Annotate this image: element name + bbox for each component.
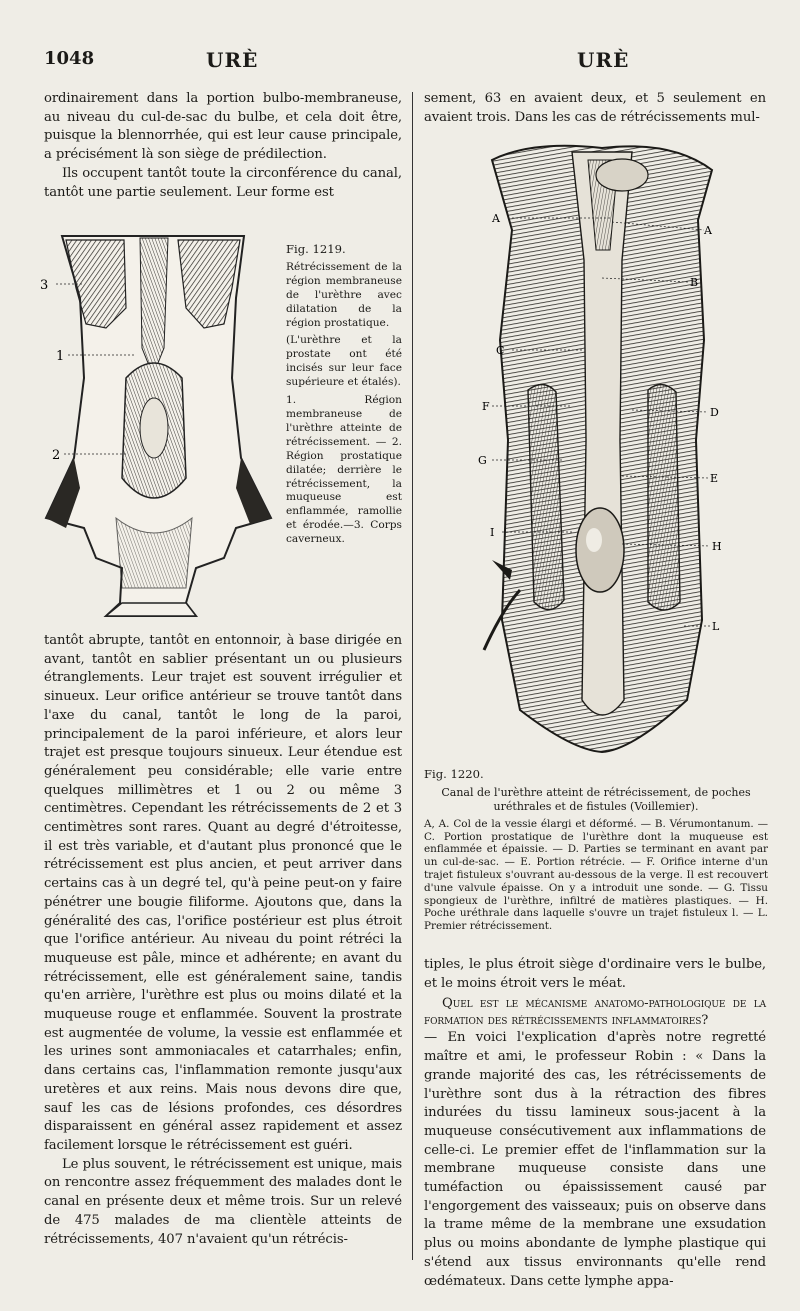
- paragraph-4: Le plus souvent, le rétrécissement est unique, mais on rencontre assez fréquemment des malades dont le canal en présente deux et même trois. Sur un relevé de 475 malades de ma clientèle atteints de rétrécissements, 407 n'avaient qu'un rétrécis-: [44, 1156, 402, 1247]
- section-heading: Quel est le mécanisme anatomo-pathologique de la formation des rétrécissements inflammatoires?: [424, 996, 766, 1029]
- fig1220-label-i: I: [490, 526, 495, 539]
- fig1219-label-1: 1: [56, 349, 65, 364]
- fig1220-number: Fig. 1220.: [424, 767, 484, 781]
- fig1220-label-g: G: [478, 454, 487, 467]
- fig1220-legend: A, A. Col de la vessie élargi et déformé. — B. Vérumontanum. — C. Portion prostatique de l'urèthre dont la muqueuse est enflammée et épaissie. — D. Parties se terminant en avant par un cul-de-sac. — E. Portion rétrécie. — F. Orifice interne d'un trajet fistuleux s'ouvrant au-dessous de la verge. Il est recouvert d'une valvule épaisse. On y a introduit une sonde. — G. Tissu spongieux de l'urèthre, infiltré de matières plastiques. — H. Poche uréthrale dans laquelle s'ouvre un trajet fistuleux l. — L. Premier rétrécissement.: [424, 817, 768, 933]
- fig1220-title: Canal de l'urèthre atteint de rétrécissement, de poches uréthrales et de fistules (Voillemier).: [441, 785, 751, 813]
- fig1220-label-f: F: [482, 400, 490, 413]
- fig1220-label-l: L: [712, 620, 720, 633]
- left-column-top: [44, 90, 402, 202]
- fig1220-label-h: H: [712, 540, 722, 553]
- paragraph-1: ordinairement dans la portion bulbo-membraneuse, au niveau du cul-de-sac du bulbe, et cela doit être, puisque la blennorrhée, qui est leur cause principale, a précisément là son siège de prédilection.: [44, 91, 402, 163]
- fig1219-note: (L'urèthre et la prostate ont été incisés sur leur face supérieure et étalés).: [286, 334, 402, 389]
- fig1219-number: Fig. 1219.: [286, 242, 346, 256]
- fig1220-label-a-right: A: [704, 224, 712, 237]
- fig1219-label-2: 2: [52, 448, 61, 463]
- fig1219-label-3: 3: [40, 278, 49, 293]
- figure-1219-illustration: [36, 228, 282, 624]
- right-column-bottom: [424, 956, 766, 1291]
- paragraph-3: tantôt abrupte, tantôt en entonnoir, à base dirigée en avant, tantôt en sablier présentant un ou plusieurs étranglements. Leur trajet est souvent irrégulier et sinueux. Leur orifice antérieur se trouve tantôt dans l'axe du canal, tantôt le long de la paroi, principalement de la paroi inférieure, et alors leur trajet est presque toujours sinueux. Leur étendue est généralement peu considérable; elle varie entre quelques millimètres et 1 ou 2 ou même 3 centimètres. Cependant les rétrécissements de 2 et 3 centimètres sont rares. Quant au degré d'étroitesse, il est très variable, et d'autant plus prononcé que le rétrécissement est plus ancien, et peut arriver dans certains cas à un degré tel, qu'à peine peut-on y faire pénétrer une bougie filiforme. Ajoutons que, dans la généralité des cas, l'orifice postérieur est plus étroit que l'orifice antérieur. Au niveau du point rétréci la muqueuse est pâle, mince et adhérente; en avant du rétrécissement, elle est généralement saine, tandis qu'en arrière, l'urèthre est plus ou moins dilaté et la muqueuse rouge et enflammée. Souvent la prostrate est augmentée de volume, la vessie est enflammée et les urines sont ammoniacales et catarrhales; enfin, dans certains cas, l'inflammation remonte jusqu'aux uretères et aux reins. Mais nous devons dire que, sauf les cas de lésions profondes, ces désordres disparaissent en général assez rapidement et assez facilement lorsque le rétrécissement est guéri.: [44, 633, 402, 1153]
- fig1220-label-e: E: [710, 472, 719, 485]
- column-rule: [412, 92, 413, 1260]
- figure-1220-illustration: [472, 140, 734, 758]
- fig1219-legend: 1. Région membraneuse de l'urèthre atteinte de rétrécissement. — 2. Région prostatique dilatée; derrière le rétrécissement, la muqueuse est enflammée, ramollie et érodée.—3. Corps caverneux.: [286, 394, 402, 546]
- running-head-right: URÈ: [577, 48, 630, 72]
- right-column-top: [424, 90, 766, 127]
- running-head-left: URÈ: [206, 48, 259, 72]
- fig1220-label-c: C: [496, 344, 505, 357]
- left-column-bottom: [44, 632, 402, 1249]
- paragraph-right-2: — En voici l'explication d'après notre regretté maître et ami, le professeur Robin : « Dans la grande majorité des cas, les rétrécissements de l'urèthre sont dus à la rétraction des fibres indurées du tissu lamineux sous-jacent à la muqueuse consécutivement aux inflammations de celle-ci. Le premier effet de l'inflammation sur la membrane muqueuse consiste dans une tuméfaction ou épaississement causé par l'engorgement des vaisseaux; puis on observe dans la trame même de la membrane une exsudation plus ou moins abondante de lymphe plastique qui s'étend aux tissus environnants qu'elle rend œdémateux. Dans cette lymphe appa-: [424, 1030, 766, 1289]
- paragraph-right-top: sement, 63 en avaient deux, et 5 seulement en avaient trois. Dans les cas de rétrécissements mul-: [424, 91, 766, 125]
- figure-1220-caption: [424, 768, 768, 937]
- paragraph-2: Ils occupent tantôt toute la circonférence du canal, tantôt une partie seulement. Leur forme est: [44, 165, 402, 200]
- paragraph-right-1: tiples, le plus étroit siège d'ordinaire vers le bulbe, et le moins étroit vers le méat.: [424, 957, 766, 991]
- page-number: 1048: [44, 48, 95, 69]
- fig1220-label-a-left: A: [492, 212, 500, 225]
- fig1219-title: Rétrécissement de la région membraneuse de l'urèthre avec dilatation de la région prostatique.: [286, 260, 402, 329]
- fig1220-label-d: D: [710, 406, 719, 419]
- fig1220-label-b: B: [690, 276, 699, 289]
- figure-1219-caption: [286, 243, 402, 551]
